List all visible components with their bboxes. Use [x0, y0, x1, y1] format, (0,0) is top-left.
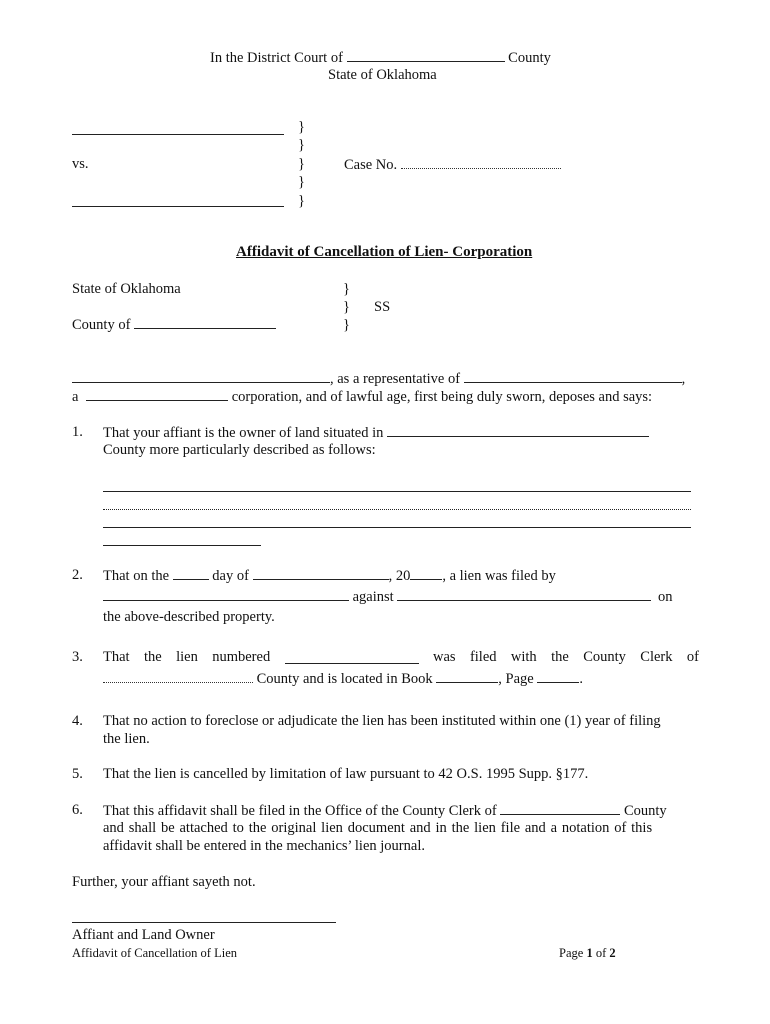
item-3-page-blank[interactable] [537, 669, 579, 683]
intro-rest: corporation, and of lawful age, first being duly sworn, deposes and says: [231, 389, 653, 405]
venue-county [72, 315, 276, 334]
item-6-line-2: and shall be attached to the original lien document and in the lien file and a notation of this [103, 820, 653, 836]
venue-county-label: County of [72, 317, 131, 333]
item-3-w8: the [551, 649, 569, 665]
description-line-4[interactable] [103, 545, 261, 546]
item-1-line-2: County more particularly described as follows: [103, 442, 376, 458]
case-number [344, 155, 561, 174]
item-2-number: 2. [72, 567, 83, 583]
item-3-lien-number-blank[interactable] [285, 650, 419, 664]
item-2-day-blank[interactable] [173, 566, 209, 580]
court-suffix: County [508, 50, 551, 66]
caption-brace-3: } [298, 156, 305, 172]
item-3-line2c: . [579, 671, 583, 687]
item-1-text: That your affiant is the owner of land situated in [103, 425, 384, 441]
item-3-w1: That [103, 649, 130, 665]
caption-brace-2: } [298, 137, 305, 153]
item-3-book-blank[interactable] [436, 669, 498, 683]
item-4-number: 4. [72, 713, 83, 729]
item-5-number: 5. [72, 766, 83, 782]
item-3-county-blank[interactable] [103, 669, 253, 683]
caption-brace-4: } [298, 174, 305, 190]
item-3-number: 3. [72, 649, 83, 665]
company-name-blank[interactable] [464, 369, 682, 383]
item-5-line-1: That the lien is cancelled by limitation of law pursuant to 42 O.S. 1995 Supp. §177. [103, 766, 589, 782]
signature-label: Affiant and Land Owner [72, 927, 215, 943]
item-3-line-1 [103, 648, 699, 666]
item-2-line-1 [103, 566, 556, 585]
caption-brace-5: } [298, 193, 305, 209]
defendant-blank[interactable] [72, 206, 284, 207]
venue-state: State of Oklahoma [72, 281, 181, 297]
intro-comma: , [681, 371, 686, 387]
item-6-line1b: County [623, 803, 667, 819]
item-2-p3: , 20 [388, 568, 411, 584]
item-3-w7: with [510, 649, 537, 665]
item-1-number: 1. [72, 424, 83, 440]
intro-a: a [72, 389, 79, 405]
item-3-w9: County [583, 649, 626, 665]
plaintiff-blank[interactable] [72, 134, 284, 135]
signature-line[interactable] [72, 922, 336, 923]
court-prefix: In the District Court of [210, 50, 343, 66]
item-2-line-2 [103, 587, 672, 606]
item-3-w10: Clerk [640, 649, 673, 665]
item-1-line-1 [103, 423, 649, 442]
footer-page-word: Page [559, 946, 584, 960]
footer-of-word: of [595, 946, 607, 960]
court-state: State of Oklahoma [328, 67, 437, 83]
item-6-number: 6. [72, 802, 83, 818]
state-of-incorporation-blank[interactable] [86, 387, 228, 401]
caption-vs: vs. [72, 156, 89, 172]
item-6-line-3: affidavit shall be entered in the mechanics’ lien journal. [103, 838, 425, 854]
item-3-line-2 [103, 669, 583, 688]
court-county-blank[interactable] [347, 48, 505, 62]
court-heading [210, 48, 551, 67]
case-no-blank[interactable] [401, 155, 561, 169]
item-3-w11: of [686, 649, 699, 665]
item-3-line2a: County and is located in Book [256, 671, 433, 687]
item-2-p2: day of [212, 568, 249, 584]
item-2-year-blank[interactable] [410, 566, 442, 580]
item-2-against: against [352, 589, 394, 605]
item-6-line1a: That this affidavit shall be filed in the Office of the County Clerk of [103, 803, 497, 819]
intro-as-rep: , as a representative of [330, 371, 461, 387]
item-2-on: on [657, 589, 673, 605]
footer-page-total: 2 [609, 946, 616, 960]
item-6-county-blank[interactable] [500, 801, 620, 815]
item-2-line-3: the above-described property. [103, 609, 275, 625]
item-2-p1: That on the [103, 568, 170, 584]
item-3-w6: filed [469, 649, 497, 665]
venue-county-blank[interactable] [134, 315, 276, 329]
item-2-month-blank[interactable] [253, 566, 389, 580]
item-2-filer-blank[interactable] [103, 587, 349, 601]
item-4-line-1: That no action to foreclose or adjudicate the lien has been instituted within one (1) year of filing [103, 713, 661, 729]
item-3-w2: the [143, 649, 162, 665]
item-3-w5: was [432, 649, 456, 665]
item-2-against-blank[interactable] [397, 587, 651, 601]
item-4-line-2: the lien. [103, 731, 150, 747]
intro-line-1 [72, 369, 685, 388]
item-2-p4: , a lien was filed by [442, 568, 556, 584]
case-no-label: Case No. [344, 157, 398, 173]
footer-page-number: 1 [586, 946, 593, 960]
document-title: Affidavit of Cancellation of Lien- Corporation [236, 244, 533, 260]
footer-page-indicator [559, 944, 616, 962]
description-line-3[interactable] [103, 527, 691, 528]
affiant-name-blank[interactable] [72, 369, 330, 383]
item-3-w3: lien [176, 649, 198, 665]
venue-brace-3: } [343, 317, 350, 333]
item-3-line2b: , Page [498, 671, 534, 687]
venue-brace-2: } [343, 299, 350, 315]
caption-brace-1: } [298, 119, 305, 135]
intro-line-2 [72, 387, 652, 406]
item-6-line-1 [103, 801, 667, 820]
closing-statement: Further, your affiant sayeth not. [72, 874, 256, 890]
item-3-w4: numbered [212, 649, 271, 665]
description-line-2[interactable] [103, 509, 691, 510]
description-line-1[interactable] [103, 491, 691, 492]
item-1-county-blank[interactable] [387, 423, 649, 437]
venue-brace-1: } [343, 281, 350, 297]
footer-doc-name: Affidavit of Cancellation of Lien [72, 946, 237, 960]
venue-ss: SS [374, 299, 391, 315]
